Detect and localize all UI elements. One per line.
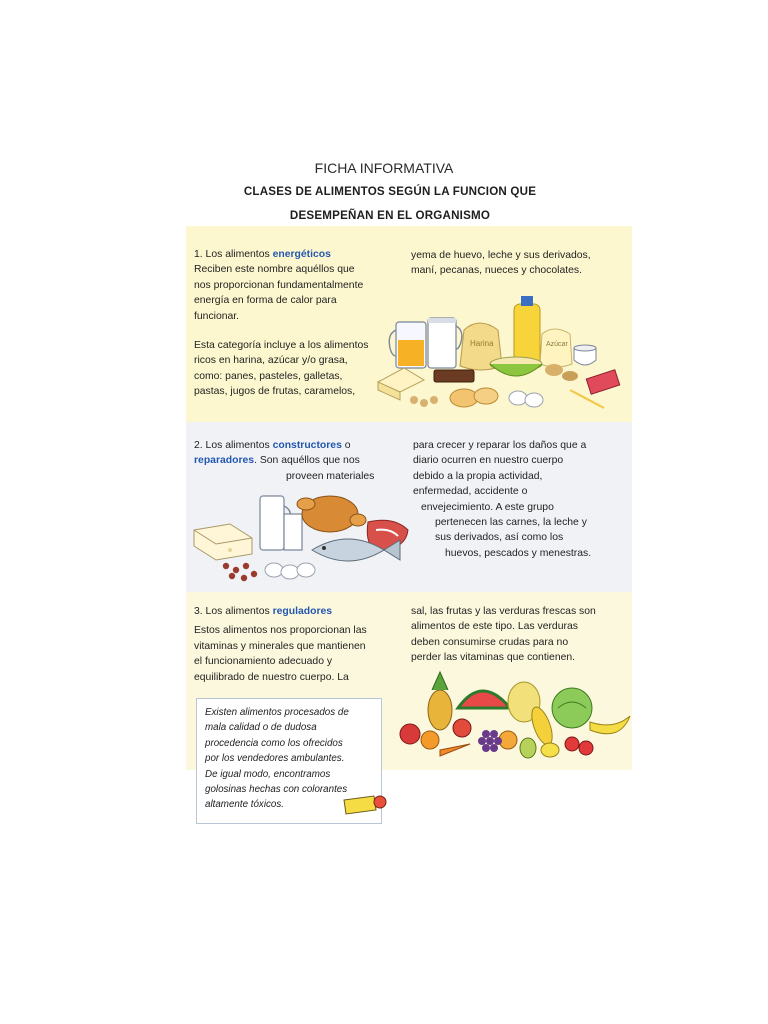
cheese-wheel-icon xyxy=(194,524,252,560)
pineapple-icon xyxy=(428,672,452,730)
fruits-vegetables-illustration xyxy=(396,668,632,762)
text-line: sal, las frutas y las verduras frescas son xyxy=(411,606,596,617)
section-2-prefix: 2. Los alimentos xyxy=(194,440,273,451)
text-line: ricos en harina, azúcar y/o grasa, xyxy=(194,355,348,367)
note-line: mala calidad o de dudosa xyxy=(205,722,317,734)
text-line: como: panes, pasteles, galletas, xyxy=(194,370,343,382)
cabbage-icon xyxy=(552,688,592,728)
juice-jug-icon xyxy=(389,322,426,368)
builder-foods-illustration xyxy=(190,486,412,586)
pasta-bowl-icon xyxy=(490,357,542,376)
text-line: maní, pecanas, nueces y chocolates. xyxy=(411,265,582,277)
eggs-icon xyxy=(265,563,315,579)
energy-foods-illustration xyxy=(374,290,630,416)
text-line: proveen materiales xyxy=(286,470,375,482)
text-line: para crecer y reparar los daños que a xyxy=(413,440,587,451)
subtitle-line-1: CLASES DE ALIMENTOS SEGÚN LA FUNCION QUE xyxy=(243,185,537,198)
sugar-bag-label: Azúcar xyxy=(546,341,568,348)
document-title: FICHA INFORMATIVA xyxy=(314,160,454,176)
bananas-icon xyxy=(590,716,630,734)
pear-icon xyxy=(520,738,536,758)
text-line: vitaminas y minerales que mantienen xyxy=(194,640,366,652)
text-line: debido a la propia actividad, xyxy=(413,470,543,482)
note-line: golosinas hechas con colorantes xyxy=(205,784,348,796)
flour-bag-label: Harina xyxy=(470,339,494,348)
text-line: Reciben este nombre aquéllos que xyxy=(194,264,355,276)
text-line xyxy=(194,453,394,468)
watermelon-icon xyxy=(458,691,510,708)
section-1-heading xyxy=(194,247,394,262)
nuts-icon xyxy=(410,396,438,407)
text-line: deben consumirse crudas para no xyxy=(411,636,569,648)
keyword-constructores: constructores xyxy=(272,440,342,451)
energy-foods-text-left xyxy=(194,247,394,400)
section-3-heading xyxy=(194,604,394,619)
bread-rolls-icon xyxy=(450,388,498,407)
note-line: procedencia como los ofrecidos xyxy=(205,737,343,749)
keyword-reguladores: reguladores xyxy=(272,606,333,617)
regulator-foods-text-right xyxy=(411,604,629,666)
note-line: Existen alimentos procesados de xyxy=(205,707,349,718)
text-line: Esta categoría incluye a los alimentos xyxy=(194,340,369,352)
candy-wrapper-icon xyxy=(340,790,390,818)
cup-icon xyxy=(574,345,596,365)
note-line: altamente tóxicos. xyxy=(205,799,284,811)
text-line: enfermedad, accidente o xyxy=(413,486,528,498)
cheese-icon xyxy=(378,368,424,400)
section-2-heading xyxy=(194,438,394,453)
chocolate-bar-icon xyxy=(434,370,474,382)
text-line: energía en forma de calor para xyxy=(194,295,337,307)
text-line: diario ocurren en nuestro cuerpo xyxy=(413,455,564,467)
lemon-icon xyxy=(541,743,559,757)
text-line: equilibrado de nuestro cuerpo. La xyxy=(194,671,349,683)
carrots-icon xyxy=(440,744,470,756)
keyword-reparadores: reparadores xyxy=(194,455,255,467)
subtitle-line-2: DESEMPEÑAN EN EL ORGANISMO xyxy=(289,209,491,222)
energy-foods-text-right xyxy=(411,248,629,279)
document-subtitle xyxy=(180,180,600,228)
section-3-prefix: 3. Los alimentos xyxy=(194,606,273,617)
text-line: yema de huevo, leche y sus derivados, xyxy=(411,250,591,261)
text-line: huevos, pescados y menestras. xyxy=(445,547,592,559)
tomatoes-icon xyxy=(565,737,593,755)
note-line: por los vendedores ambulantes. xyxy=(205,753,345,765)
keyword-energeticos: energéticos xyxy=(272,249,331,260)
milk-jug-icon xyxy=(428,318,462,368)
section-2-connector: o xyxy=(341,440,351,451)
text-line: funcionar. xyxy=(194,310,240,322)
grapes-icon xyxy=(478,730,502,752)
text-line: alimentos de este tipo. Las verduras xyxy=(411,621,578,633)
builder-foods-text-right xyxy=(413,438,631,561)
section-2-after-keyword: . Son aquéllos que nos xyxy=(254,455,360,467)
regulator-foods-text-left xyxy=(194,604,394,685)
eggs-icon xyxy=(509,391,543,407)
section-1-prefix: 1. Los alimentos xyxy=(194,249,273,260)
oil-bottle-icon xyxy=(514,296,540,364)
text-line: pertenecen las carnes, la leche y xyxy=(435,517,587,529)
text-line: perder las vitaminas que contienen. xyxy=(411,652,576,664)
milk-glass-icon xyxy=(284,514,302,550)
builder-foods-text-left xyxy=(194,438,394,484)
text-line: envejecimiento. A este grupo xyxy=(421,501,554,513)
roast-chicken-icon xyxy=(297,496,366,532)
text-line: el funcionamiento adecuado y xyxy=(194,656,333,668)
text-line: sus derivados, así como los xyxy=(435,532,564,544)
beans-icon xyxy=(223,563,257,581)
text-line: pastas, jugos de frutas, caramelos, xyxy=(194,386,356,398)
note-line: De igual modo, encontramos xyxy=(205,768,331,780)
text-line: Estos alimentos nos proporcionan las xyxy=(194,625,367,637)
sugar-bag-icon xyxy=(540,329,572,367)
text-line: nos proporcionan fundamentalmente xyxy=(194,279,364,291)
